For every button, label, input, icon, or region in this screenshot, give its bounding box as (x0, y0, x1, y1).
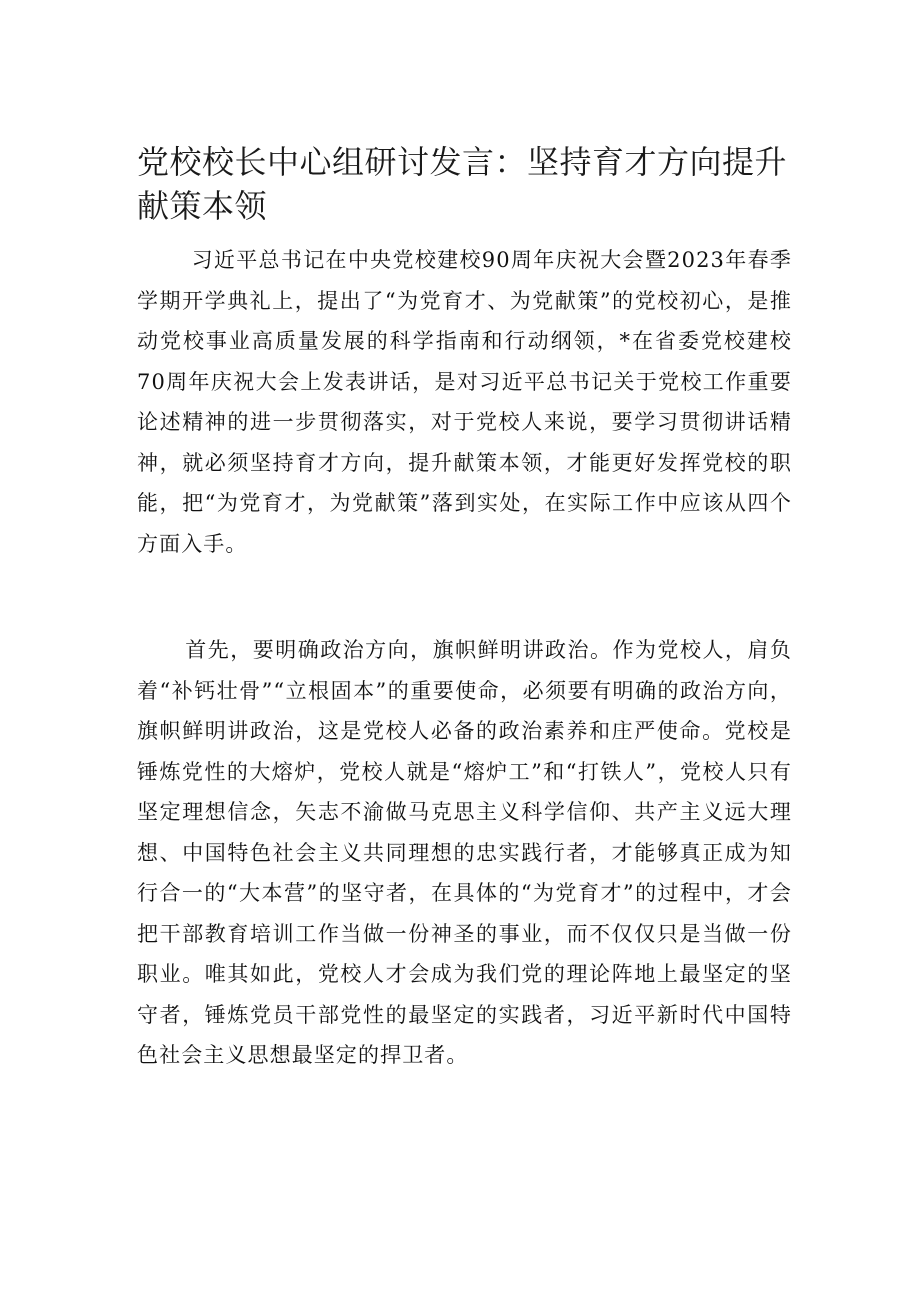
document-title: 党校校长中心组研讨发言：坚持育才方向提升献策本领 (137, 143, 788, 225)
body-paragraph-1: 习近平总书记在中央党校建校90周年庆祝大会暨2023年春季学期开学典礼上，提出了“为党育才、为党献策”的党校初心，是推动党校事业高质量发展的科学指南和行动纲领，*在省委党校建校70周年庆祝大会上发表讲话，是对习近平总书记关于党校工作重要论述精神的进一步贯彻落实，对于党校人来说，要学习贯彻讲话精神，就必须坚持育才方向，提升献策本领，才能更好发挥党校的职能，把“为党育才，为党献策”落到实处，在实际工作中应该从四个方面入手。 (137, 248, 792, 556)
body-paragraph-2: 首先，要明确政治方向，旗帜鲜明讲政治。作为党校人，肩负着“补钙壮骨”“立根固本”的重要使命，必须要有明确的政治方向，旗帜鲜明讲政治，这是党校人必备的政治素养和庄严使命。党校是锤炼党性的大熔炉，党校人就是“熔炉工”和“打铁人”，党校人只有坚定理想信念，矢志不渝做马克思主义科学信仰、共产主义远大理想、中国特色社会主义共同理想的忠实践行者，才能够真正成为知行合一的“大本营”的坚守者，在具体的“为党育才”的过程中，才会把干部教育培训工作当做一份神圣的事业，而不仅仅只是当做一份职业。唯其如此，党校人才会成为我们党的理论阵地上最坚定的坚守者，锤炼党员干部党性的最坚定的实践者，习近平新时代中国特色社会主义思想最坚定的捍卫者。 (137, 638, 792, 1067)
